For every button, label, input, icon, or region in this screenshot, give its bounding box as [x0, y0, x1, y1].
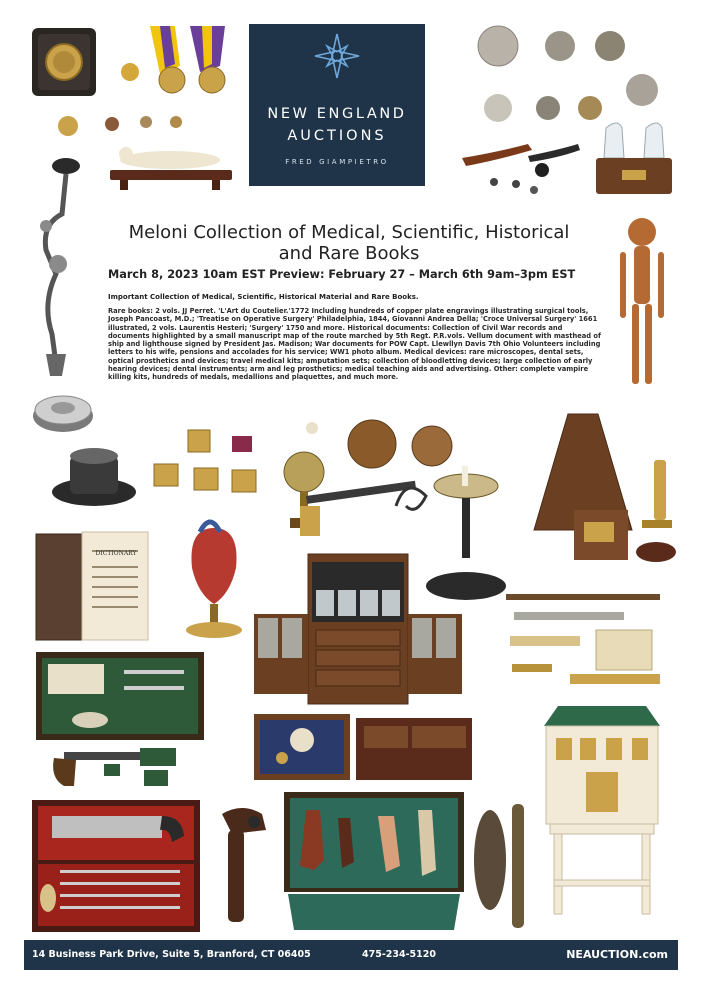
footer-website-link[interactable]: NEAUCTION.com: [566, 948, 668, 961]
ivory-anatomical-figure-photo: [104, 142, 238, 194]
book-page-heading: DICTIONARY: [95, 550, 137, 557]
glass-lamp-stand-photo: [592, 118, 676, 202]
pistol-photo: [44, 744, 184, 790]
prosthetic-teaching-case-photo: [282, 790, 466, 934]
pipes-photo: [458, 130, 588, 202]
amputation-kit-photo: [30, 798, 202, 934]
wooden-prosthetic-photo: [212, 800, 272, 932]
medal-charms-photo: [56, 108, 196, 142]
logo-name-line2: AUCTIONS: [287, 128, 387, 144]
pyramid-wooden-case-photo: [528, 410, 638, 566]
ribbon-medals-photo: [120, 26, 238, 100]
folding-rules-photo: [500, 590, 670, 688]
anatomical-heart-model-photo: [180, 508, 248, 640]
wall-bracket-lamp-photo: [22, 154, 92, 380]
auction-dates: March 8, 2023 10am EST Preview: February 27 – March 6th 9am–3pm EST: [108, 268, 576, 281]
wooden-skeleton-figure-photo: [614, 212, 670, 388]
auction-house-logo: [249, 24, 425, 186]
surgical-instrument-case-photo: [34, 650, 206, 742]
page-title: [112, 222, 586, 264]
footer-bar: [24, 940, 678, 970]
round-instrument-photo: [30, 386, 96, 434]
medal-case-photo: [30, 26, 98, 98]
logo-owner-name: FRED GIAMPIETRO: [285, 158, 389, 166]
microscope-photo: [632, 456, 678, 566]
compass-star-icon: [313, 32, 361, 80]
beaded-purse-photo: [50, 442, 138, 510]
dental-kit-boxes-photo: [252, 712, 474, 782]
antique-book-photo: [34, 530, 150, 642]
logo-name-line1: NEW ENGLAND: [267, 106, 407, 122]
brass-scarificators-photo: [148, 420, 268, 500]
bellows-device-photo: [470, 800, 534, 932]
page-title-line2: and Rare Books: [278, 243, 420, 264]
intro-text: Important Collection of Medical, Scientific, Historical Material and Rare Books.: [108, 293, 419, 301]
footer-address: 14 Business Park Drive, Suite 5, Branford, CT 06405: [32, 949, 311, 960]
description-text: Rare books: 2 vols. JJ Perret. 'L'Art du Coutelier.'1772 Including hundreds of copper plate engravings illustrating surgical tools, Joseph Pancoast, M.D.; 'Treatise on Operative Surgery' Philadelphia, 1844, Giovanni Andrea Della; 'Croce Universal Surgery' 1661 illustrated, 2 vols. Laurentis Hesteri; 'Surgery' 1750 and more. Historical documents: Collection of Civil War records and documents highlighted by a small manuscript map of the route marched by 5th Regt. P.R.vols. Vellum document with masthead of ship and lighthouse signed by President Jas. Madison; War documents for POW Capt. Llewllyn Davis 7th Ohio Volunteers including letters to his wife, pensions and accolades for his service; WW1 photo album. Medical devices: rare microscopes, dental sets, optical prosthetics and devices; travel medical kits; amputation sets; collection of bloodletting devices; large collection of early hearing devices; dental instruments; arm and leg prosthetics; medical teaching aids and advertising. Other: complete vampire killing kits, hundreds of medals, medallions and plaquettes, and much more.: [108, 307, 601, 382]
apothecary-chest-photo: [252, 550, 464, 710]
page-title-line1: Meloni Collection of Medical, Scientific, Historical: [128, 222, 570, 243]
dollhouse-medicine-cabinet-photo: [536, 702, 668, 926]
coins-photo: [470, 24, 666, 124]
footer-phone[interactable]: 475-234-5120: [362, 949, 436, 960]
